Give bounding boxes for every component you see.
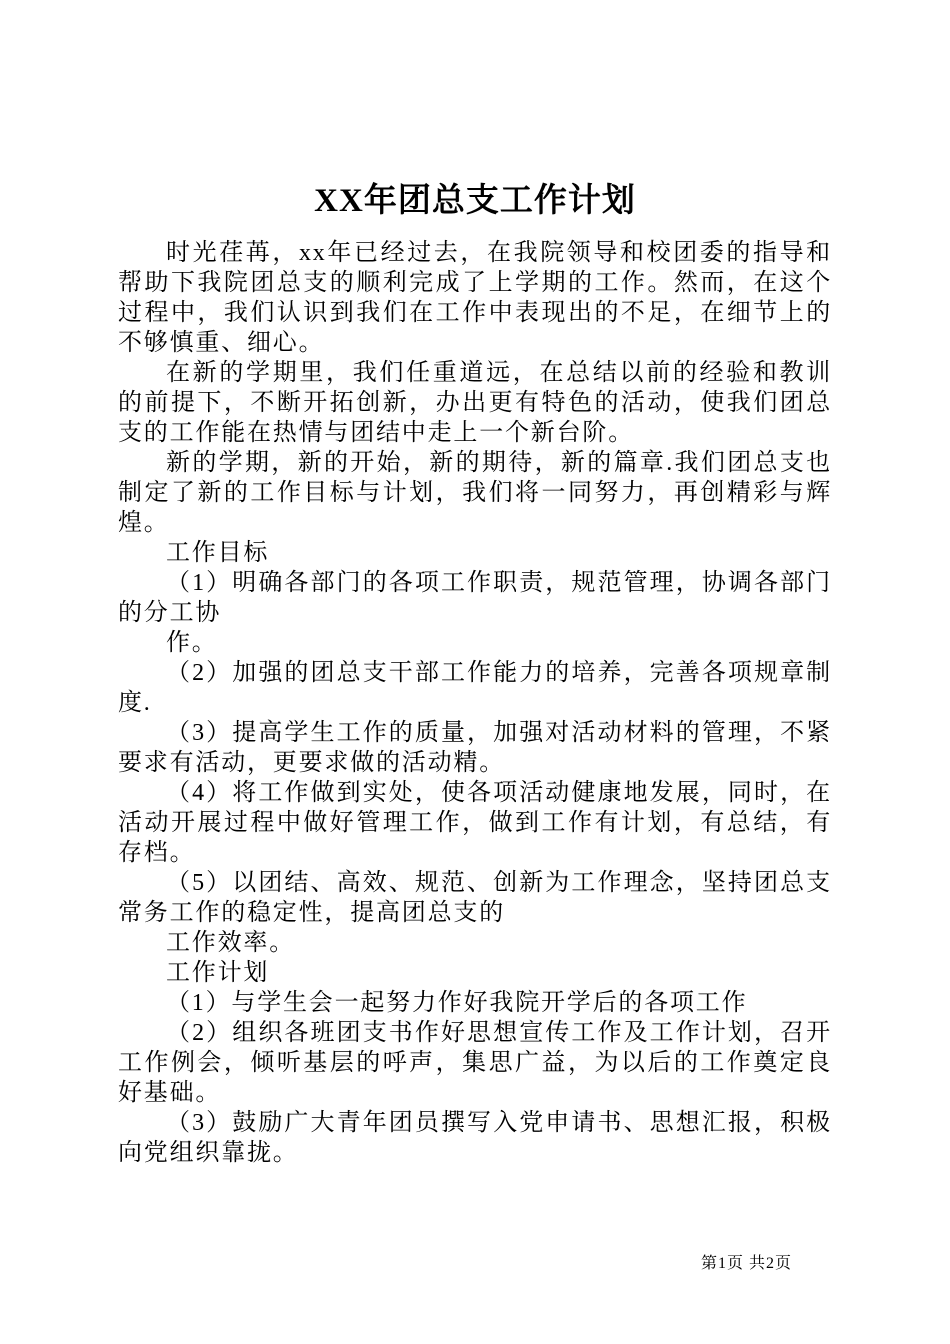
document-body: [118, 238, 832, 1168]
section-heading-goals: 工作目标: [166, 540, 270, 566]
paragraph: （3）鼓励广大青年团员撰写入党申请书、思想汇报，积极向党组织靠拢。: [118, 1110, 832, 1166]
paragraph: （1）明确各部门的各项工作职责，规范管理，协调各部门的分工协: [118, 570, 832, 626]
paragraph: （2）组织各班团支书作好思想宣传工作及工作计划，召开工作例会，倾听基层的呼声，集思广益，为以后的工作奠定良好基础。: [118, 1020, 832, 1106]
paragraph: （3）提高学生工作的质量，加强对活动材料的管理，不紧要求有活动，更要求做的活动精。: [118, 720, 832, 776]
paragraph: 作。: [166, 630, 218, 656]
page-number-footer: 第1页 共2页: [700, 1255, 792, 1272]
paragraph: （2）加强的团总支干部工作能力的培养，完善各项规章制度.: [118, 660, 832, 716]
paragraph: 新的学期，新的开始，新的期待，新的篇章.我们团总支也制定了新的工作目标与计划，我们将一同努力，再创精彩与辉煌。: [118, 450, 832, 536]
paragraph: （1）与学生会一起努力作好我院开学后的各项工作: [166, 990, 748, 1016]
paragraph: 在新的学期里，我们任重道远，在总结以前的经验和教训的前提下，不断开拓创新，办出更有特色的活动，使我们团总支的工作能在热情与团结中走上一个新台阶。: [118, 360, 832, 446]
paragraph: （5）以团结、高效、规范、创新为工作理念，坚持团总支常务工作的稳定性，提高团总支的: [118, 870, 832, 926]
document-title: XX年团总支工作计划: [314, 183, 636, 219]
section-heading-plan: 工作计划: [166, 960, 270, 986]
paragraph: （4）将工作做到实处，使各项活动健康地发展，同时，在活动开展过程中做好管理工作，做到工作有计划，有总结，有存档。: [118, 780, 832, 866]
paragraph: 工作效率。: [166, 930, 295, 956]
paragraph: 时光荏苒，xx年已经过去，在我院领导和校团委的指导和帮助下我院团总支的顺利完成了上学期的工作。然而，在这个过程中，我们认识到我们在工作中表现出的不足，在细节上的不够慎重、细心。: [118, 240, 832, 356]
